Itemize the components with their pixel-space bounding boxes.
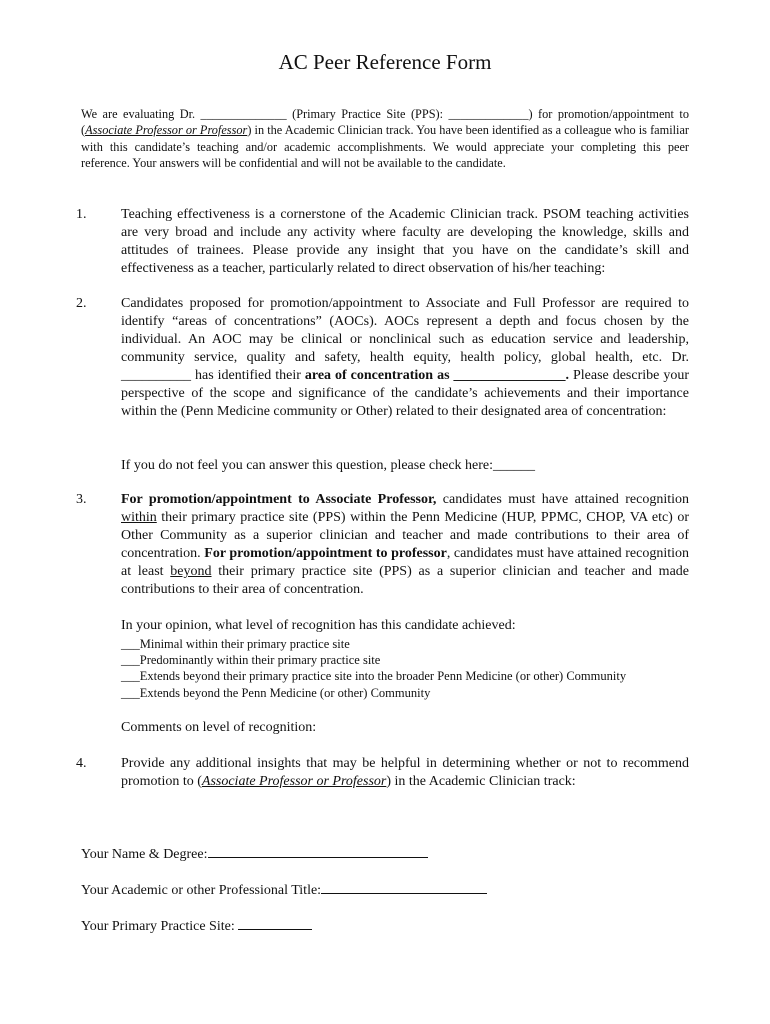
- question-4-text-1: Provide any additional insights that may be helpful in determining whether or not to recommend promotion to (: [121, 756, 689, 789]
- intro-text-2: ) in the Academic Clinician track. You have been identified as a colleague who is familiar with this candidate’s teaching and/or academic accomplishments. We would appreciate your completing this peer reference. Your answers will be confidential and will not be available to the candidate.: [81, 123, 689, 171]
- recognition-option-2[interactable]: ___Predominantly within their primary practice site: [121, 653, 381, 667]
- name-degree-field[interactable]: [208, 845, 428, 858]
- question-3-text: [121, 491, 689, 599]
- page-title: AC Peer Reference Form: [278, 50, 492, 74]
- professional-title-label: Your Academic or other Professional Title:: [81, 883, 322, 898]
- professional-title-field[interactable]: [321, 881, 487, 894]
- question-3-beyond: beyond: [170, 564, 212, 579]
- question-3-bold-1: For promotion/appointment to Associate Professor,: [121, 492, 437, 507]
- question-1-text: Teaching effectiveness is a cornerstone of the Academic Clinician track. PSOM teaching activities are very broad and include any activity where faculty are developing the knowledge, skills and attitudes of trainees. Please provide any insight that you have on the candidate’s skill and effectiveness as a teacher, particularly related to direct observation of his/her teaching:: [121, 207, 689, 276]
- question-4-text-2: ) in the Academic Clinician track:: [386, 774, 576, 789]
- name-degree-row: [81, 845, 428, 864]
- question-2-text-b: Please describe your perspective of the scope and significance of the candidate’s achievements and their importance within the (Penn Medicine community or Other) related to their designated area of concentration:: [121, 368, 689, 419]
- intro-paragraph: [81, 106, 689, 172]
- question-2: [76, 295, 689, 421]
- intro-text-1: We are evaluating Dr. ______________ (Primary Practice Site (PPS): _____________) for promotion/appointment to (: [81, 107, 689, 138]
- question-3: [76, 491, 689, 599]
- practice-site-label: Your Primary Practice Site:: [81, 919, 239, 934]
- question-3-text-1: candidates must have attained recognition: [436, 492, 689, 507]
- name-degree-label: Your Name & Degree:: [81, 847, 208, 862]
- practice-site-row: [81, 917, 312, 936]
- question-2-text-a: Candidates proposed for promotion/appointment to Associate and Full Professor are required to identify “areas of concentrations” (AOCs). AOCs represent a depth and focus chosen by the individual. An AOC may be clinical or nonclinical such as education service and leadership, community service, quality and safety, health equity, health policy, global health, etc. Dr. __________ has identified their: [121, 296, 689, 383]
- question-4-rank: Associate Professor or Professor: [201, 774, 387, 789]
- question-3-number: 3.: [76, 492, 87, 507]
- question-4-text: [121, 755, 689, 791]
- question-4-number: 4.: [76, 756, 87, 771]
- question-4: [76, 755, 689, 791]
- question-3-bold-2: For promotion/appointment to professor: [204, 546, 447, 561]
- question-1-number: 1.: [76, 207, 87, 222]
- professional-title-row: [81, 881, 487, 900]
- question-3-text-2: their primary practice site (PPS) within the Penn Medicine (HUP, PPMC, CHOP, VA etc) or Other Community as a superior clinician and teacher and made contributions to their area of concentration.: [121, 510, 689, 561]
- practice-site-field[interactable]: [238, 917, 312, 930]
- question-3-prompt: In your opinion, what level of recognition has this candidate achieved:: [121, 618, 516, 633]
- question-3-text-4: their primary practice site (PPS) as a superior clinician and teacher and made contributions to their area of concentration.: [121, 564, 689, 597]
- question-3-comments: Comments on level of recognition:: [121, 720, 317, 735]
- question-2-aoc: area of concentration as ________________.: [304, 368, 569, 383]
- question-2-text: [121, 295, 689, 421]
- question-3-text-3: , candidates must have attained recognition at least: [121, 546, 690, 579]
- question-2-optout: If you do not feel you can answer this question, please check here:______: [121, 458, 536, 473]
- question-1: [76, 206, 689, 278]
- intro-rank: Associate Professor or Professor: [85, 123, 248, 138]
- question-2-number: 2.: [76, 296, 87, 311]
- recognition-option-3[interactable]: ___Extends beyond their primary practice site into the broader Penn Medicine (or other) Community: [121, 669, 627, 683]
- question-3-within: within: [121, 510, 157, 525]
- recognition-option-1[interactable]: ___Minimal within their primary practice site: [121, 637, 350, 651]
- recognition-option-4[interactable]: ___Extends beyond the Penn Medicine (or other) Community: [121, 686, 431, 700]
